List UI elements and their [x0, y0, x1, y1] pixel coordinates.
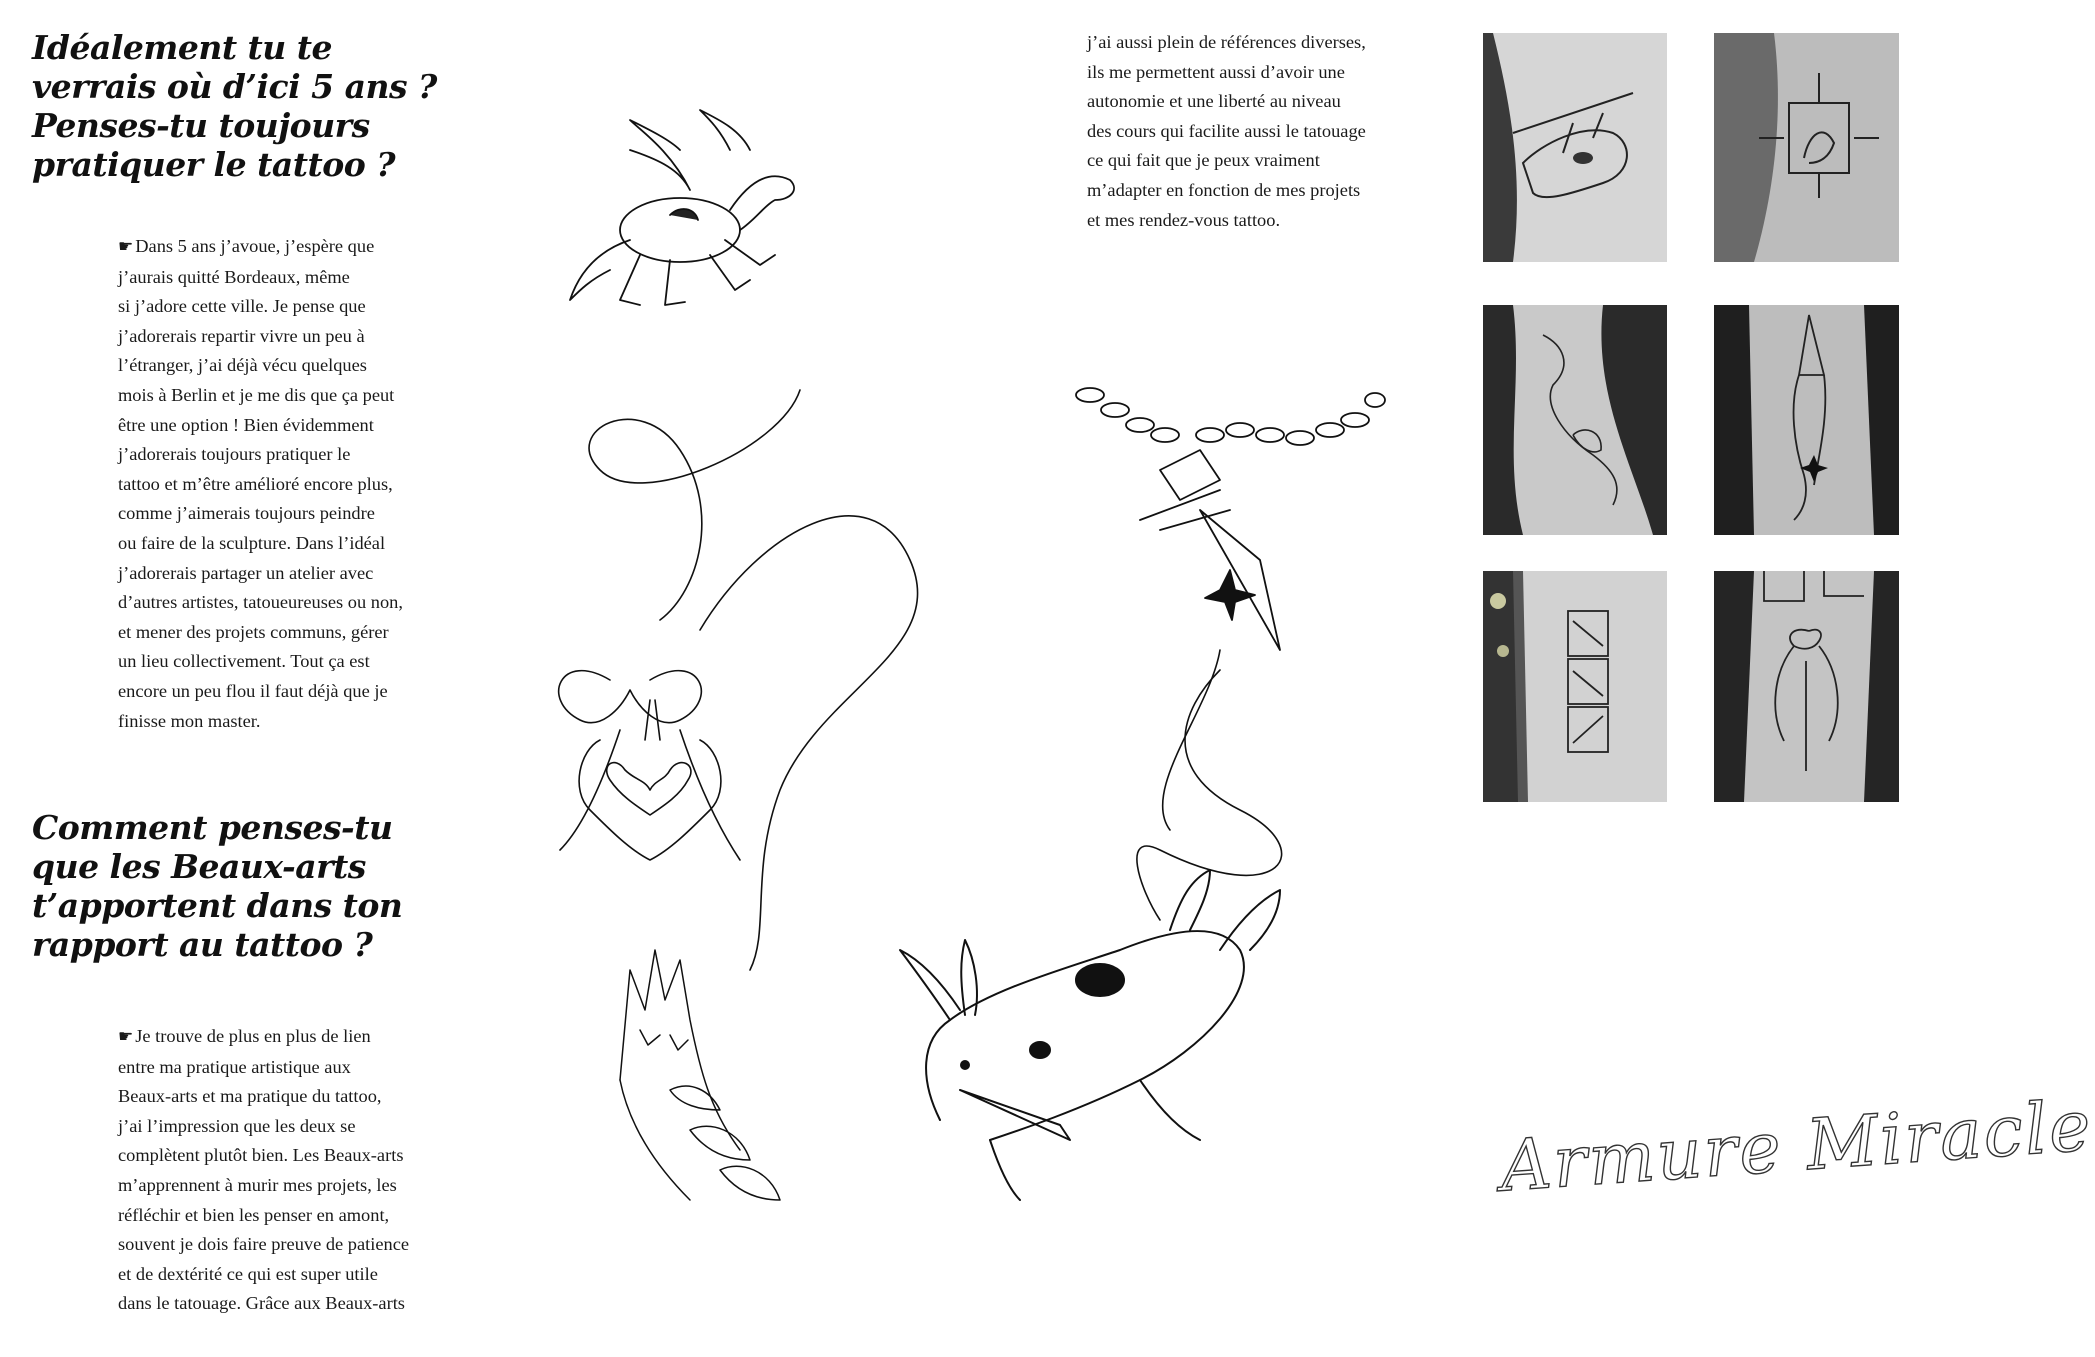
- section2-body: [118, 1022, 478, 1319]
- body-line: ☛ Je trouve de plus en plus de lien: [118, 1026, 371, 1047]
- body-line: et mes rendez-vous tattoo.: [1087, 209, 1281, 230]
- body-line: souvent je dois faire preuve de patience: [118, 1234, 410, 1255]
- connecting-line: [1163, 650, 1220, 830]
- connecting-line: [700, 516, 918, 970]
- body-line: l’étranger, j’ai déjà vécu quelques: [118, 355, 367, 376]
- body-line: autonomie et une liberté au niveau: [1087, 91, 1341, 112]
- body-line: Beaux-arts et ma pratique du tattoo,: [118, 1086, 382, 1107]
- body-line: et mener des projets communs, gérer: [118, 621, 389, 642]
- body-line: j’adorerais repartir vivre un peu à: [118, 325, 365, 346]
- tattoo-photo-angel-dagger: [1714, 571, 1899, 802]
- body-line: comme j’aimerais toujours peindre: [118, 503, 375, 524]
- tattoo-photo-forearm-lines: [1483, 305, 1667, 535]
- illustration-area: [520, 90, 1400, 1270]
- body-line: un lieu collectivement. Tout ça est: [118, 651, 370, 672]
- heart-bow-drawing: [559, 671, 740, 860]
- pointing-hand-icon: ☛: [118, 237, 134, 257]
- body-line: encore un peu flou il faut déjà que je: [118, 680, 388, 701]
- body-line: complètent plutôt bien. Les Beaux-arts: [118, 1145, 404, 1166]
- tattoo-photo-panels: [1483, 571, 1667, 802]
- tattoo-photo-tall-figure: [1714, 305, 1899, 535]
- body-line: j’adorerais toujours pratiquer le: [118, 444, 351, 465]
- body-line: des cours qui facilite aussi le tatouage: [1087, 120, 1366, 141]
- armure-miracle-logo: Armure Miracle: [1497, 1084, 2095, 1208]
- body-line: tattoo et m’être amélioré encore plus,: [118, 473, 393, 494]
- body-line: j’adorerais partager un atelier avec: [118, 562, 374, 583]
- body-line: si j’adore cette ville. Je pense que: [118, 296, 366, 317]
- body-line: ils me permettent aussi d’avoir une: [1087, 61, 1345, 82]
- pegasus-drawing: [570, 110, 794, 305]
- body-line: j’ai l’impression que les deux se: [118, 1115, 356, 1136]
- section1-body: [118, 232, 478, 736]
- chain-dagger-drawing: [1076, 388, 1385, 650]
- body-line: ou faire de la sculpture. Dans l’idéal: [118, 532, 386, 553]
- section2-heading: Comment penses-tu que les Beaux-arts t’apportent dans ton rapport au tattoo ?: [32, 808, 403, 964]
- body-line: réfléchir et bien les penser en amont,: [118, 1204, 390, 1225]
- section1-heading: Idéalement tu te verrais où d’ici 5 ans ? Penses-tu toujours pratiquer le tattoo ?: [32, 28, 437, 184]
- body-line: finisse mon master.: [118, 710, 261, 731]
- rabbit-dagger-drawing: [900, 870, 1280, 1200]
- pointing-hand-icon: ☛: [118, 1027, 134, 1047]
- body-line: dans le tatouage. Grâce aux Beaux-arts: [118, 1293, 405, 1314]
- tattoo-photo-cow-arm: [1483, 33, 1667, 262]
- body-line: et de dextérité ce qui est super utile: [118, 1263, 378, 1284]
- wing-flame-drawing: [620, 950, 780, 1200]
- connecting-line: [589, 390, 800, 620]
- body-line: être une option ! Bien évidemment: [118, 414, 374, 435]
- tattoo-photo-framed-figure: [1714, 33, 1899, 262]
- body-line: entre ma pratique artistique aux: [118, 1056, 351, 1077]
- body-line: m’apprennent à murir mes projets, les: [118, 1174, 397, 1195]
- body-line: j’ai aussi plein de références diverses,: [1087, 32, 1366, 52]
- body-line: ☛ Dans 5 ans j’avoue, j’espère que: [118, 236, 375, 257]
- body-line: m’adapter en fonction de mes projets: [1087, 179, 1361, 200]
- body-line: j’aurais quitté Bordeaux, même: [118, 266, 350, 287]
- body-line: d’autres artistes, tatoueureuses ou non,: [118, 592, 403, 613]
- body-line: mois à Berlin et je me dis que ça peut: [118, 384, 395, 405]
- body-line: ce qui fait que je peux vraiment: [1087, 150, 1320, 171]
